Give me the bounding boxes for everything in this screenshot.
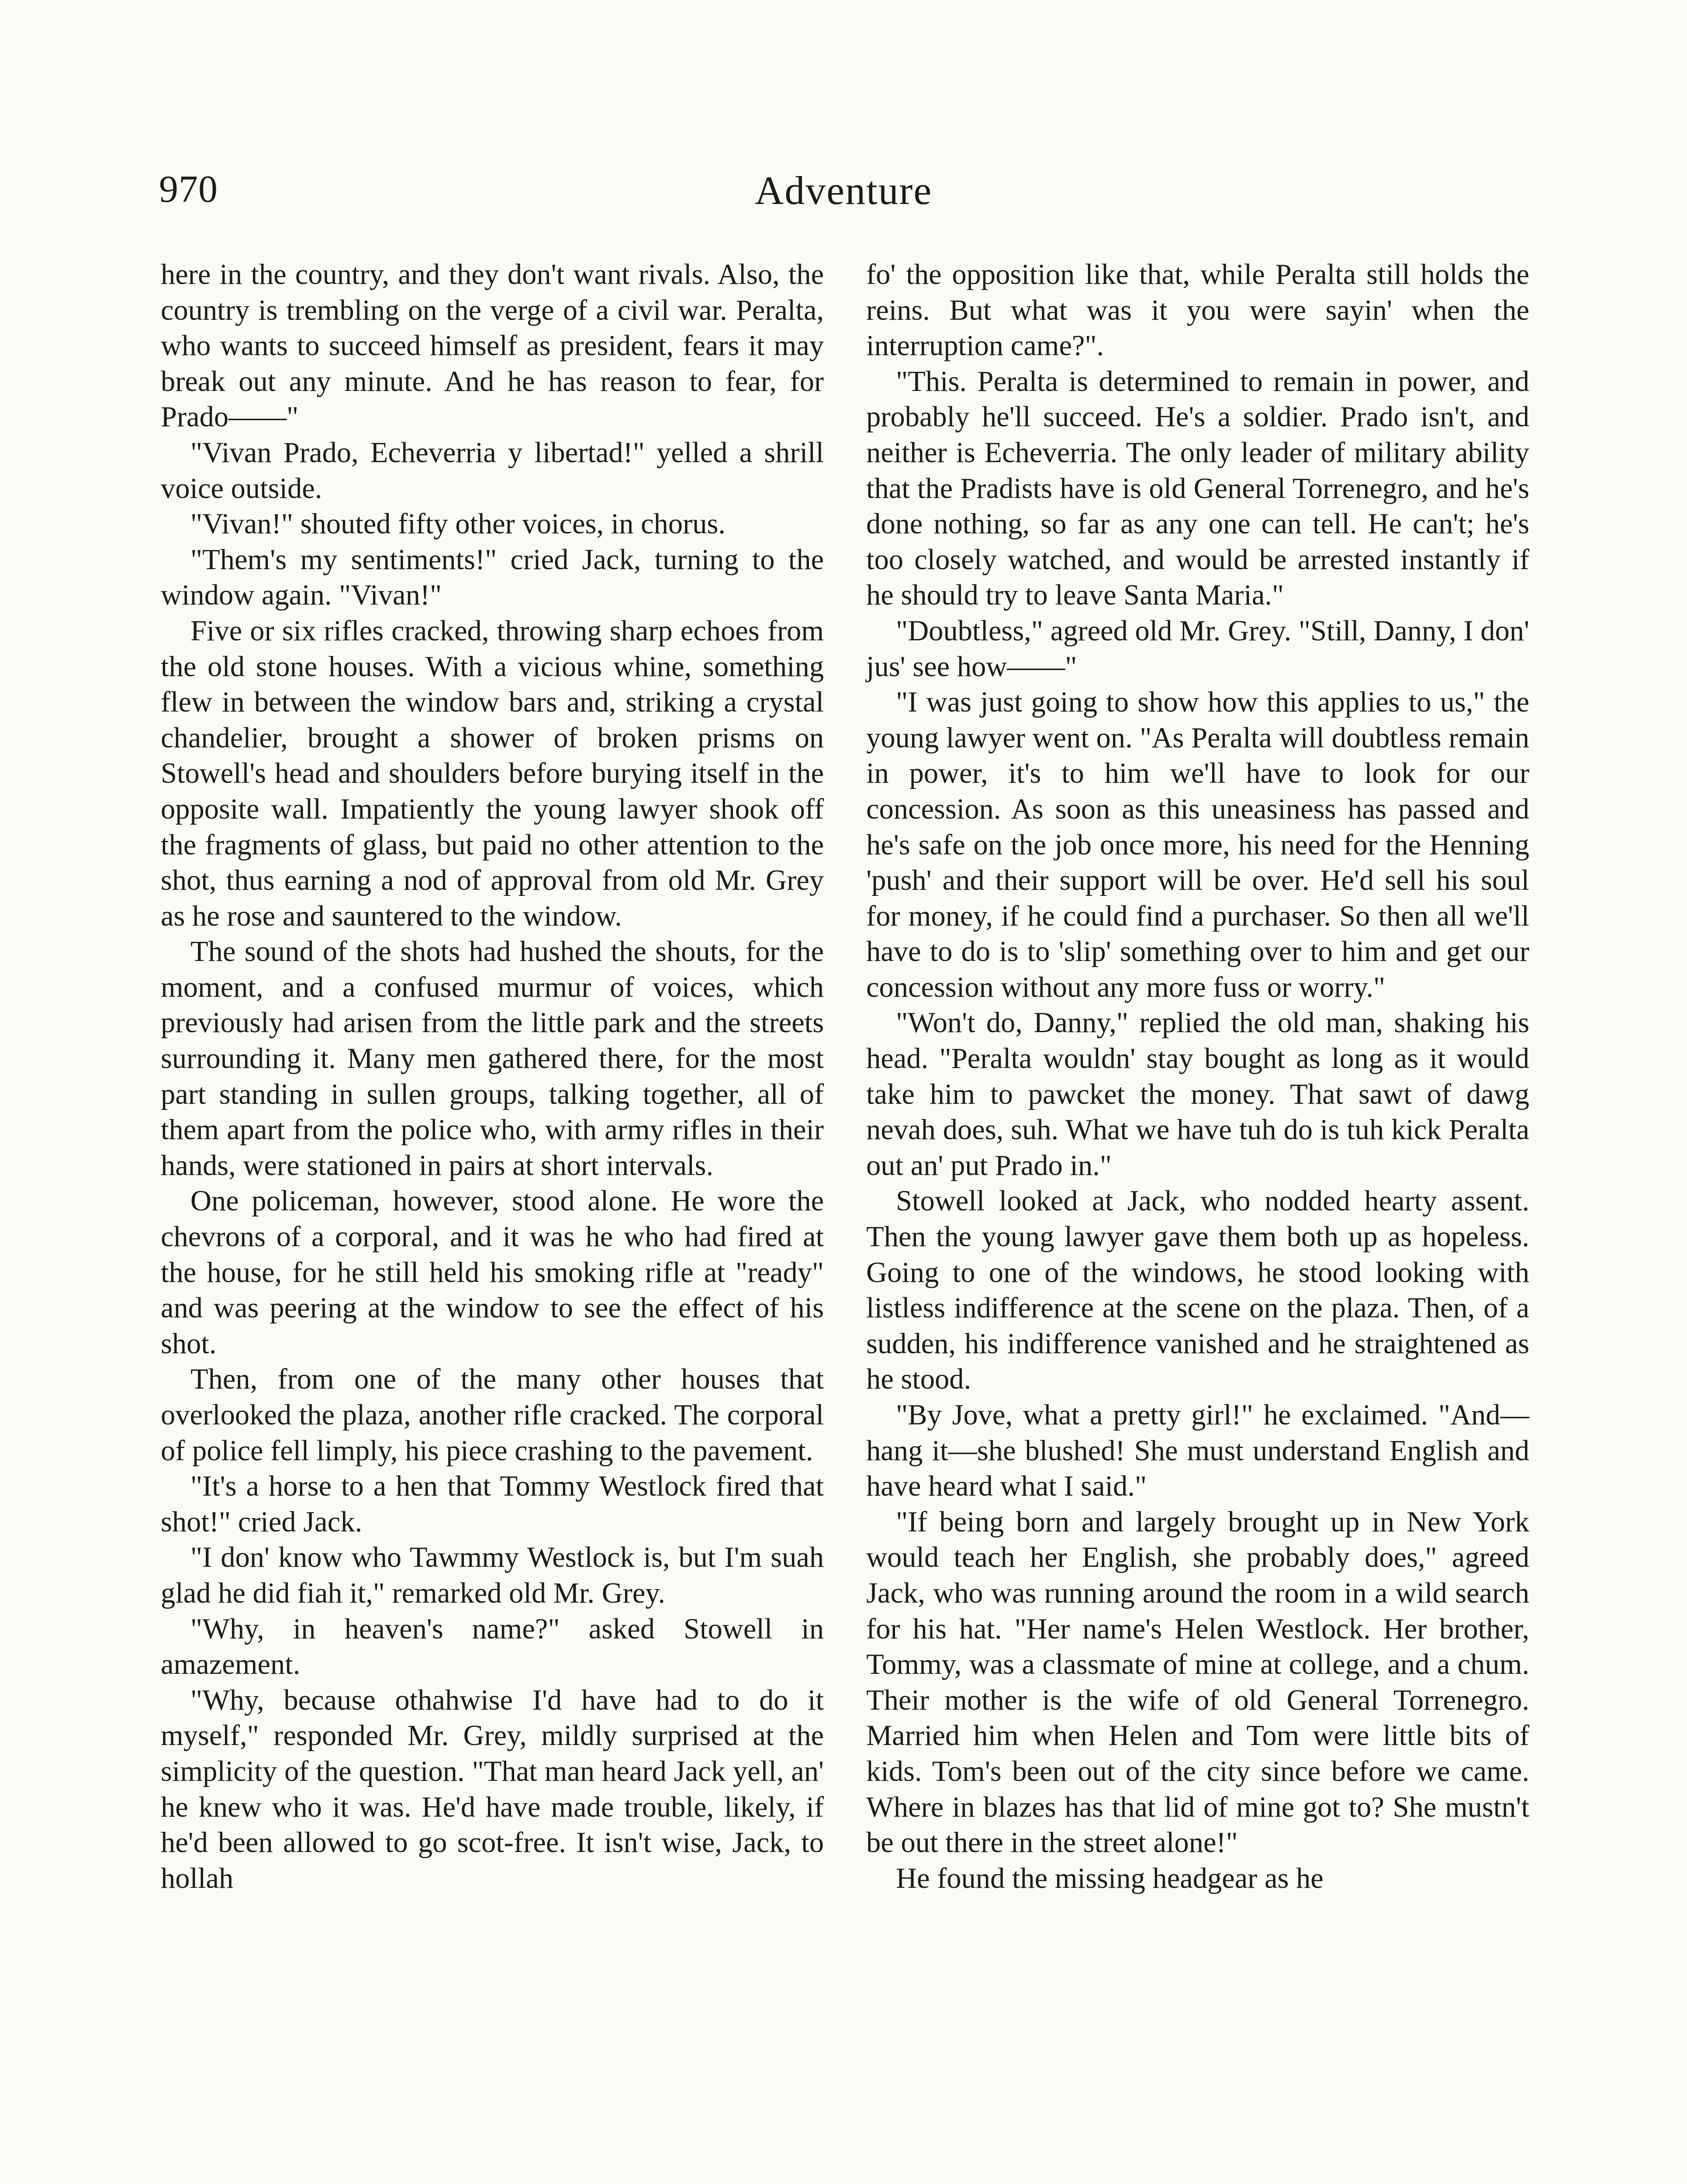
running-head: Adventure <box>754 168 933 213</box>
paragraph: Stowell looked at Jack, who nodded hearty assent. Then the young lawyer gave them both up as hopeless. Going to one of the windows, he stood looking with listless indifference at the scene on the plaza. Then, of a sudden, his indifference vanished and he straightened as he stood. <box>866 1185 1529 1396</box>
paragraph: "It's a horse to a hen that Tommy Westlock fired that shot!" cried Jack. <box>161 1470 824 1538</box>
paragraph: "Vivan Prado, Echeverria y libertad!" yelled a shrill voice outside. <box>161 436 824 505</box>
paragraph: "Them's my sentiments!" cried Jack, turning to the window again. "Vivan!" <box>161 543 824 612</box>
paragraph: The sound of the shots had hushed the shouts, for the moment, and a confused murmur of voices, which previously had arisen from the little park and the streets surrounding it. Many men gathered there, for the most part standing in sullen groups, talking together, all of them apart from the police who, with army rifles in their hands, were stationed in pairs at short intervals. <box>161 936 824 1182</box>
paragraph: "Why, because othahwise I'd have had to do it myself," responded Mr. Grey, mildly surprised at the simplicity of the question. "That man heard Jack yell, an' he knew who it was. He'd have made trouble, likely, if he'd been allowed to go scot-free. It isn't wise, Jack, to hollah <box>161 1684 824 1894</box>
paragraph: "By Jove, what a pretty girl!" he exclaimed. "And—hang it—she blushed! She must understand English and have heard what I said." <box>866 1399 1529 1503</box>
paragraph: fo' the opposition like that, while Peralta still holds the reins. But what was it you were sayin' when the interruption came?". <box>866 259 1529 362</box>
paragraph: Five or six rifles cracked, throwing sharp echoes from the old stone houses. With a vicious whine, something flew in between the window bars and, striking a crystal chandelier, brought a shower of broken prisms on Stowell's head and shoulders before burying itself in the opposite wall. Impatiently the young lawyer shook off the fragments of glass, but paid no other attention to the shot, thus earning a nod of approval from old Mr. Grey as he rose and sauntered to the window. <box>161 615 824 932</box>
paragraph: here in the country, and they don't want rivals. Also, the country is trembling on the verge of a civil war. Peralta, who wants to succeed himself as president, fears it may break out any minute. And he has reason to fear, for Prado——" <box>161 259 824 433</box>
paragraph: "Doubtless," agreed old Mr. Grey. "Still, Danny, I don' jus' see how——" <box>866 615 1529 683</box>
paragraph: "Won't do, Danny," replied the old man, shaking his head. "Peralta wouldn' stay bought as long as it would take him to pawcket the money. That sawt of dawg nevah does, suh. What we have tuh do is tuh kick Peralta out an' put Prado in." <box>866 1007 1529 1182</box>
paragraph: Then, from one of the many other houses that overlooked the plaza, another rifle cracked. The corporal of police fell limply, his piece crashing to the pavement. <box>161 1363 824 1467</box>
right-column <box>866 257 1529 1896</box>
page-number: 970 <box>159 168 218 211</box>
paragraph: "Why, in heaven's name?" asked Stowell in amazement. <box>161 1613 824 1681</box>
paragraph: "Vivan!" shouted fifty other voices, in chorus. <box>190 508 726 540</box>
paragraph: One policeman, however, stood alone. He wore the chevrons of a corporal, and it was he who had fired at the house, for he still held his smoking rifle at "ready" and was peering at the window to see the effect of his shot. <box>161 1185 824 1360</box>
left-column <box>161 257 824 1896</box>
paragraph: He found the missing headgear as he <box>896 1862 1324 1894</box>
paragraph: "I don' know who Tawmmy Westlock is, but I'm suah glad he did fiah it," remarked old Mr. Grey. <box>161 1541 824 1609</box>
paragraph: "If being born and largely brought up in New York would teach her English, she probably does," agreed Jack, who was running around the room in a wild search for his hat. "Her name's Helen Westlock. Her brother, Tommy, was a classmate of mine at college, and a chum. Their mother is the wife of old General Torrenegro. Married him when Helen and Tom were little bits of kids. Tom's been out of the city since before we came. Where in blazes has that lid of mine got to? She mustn't be out there in the street alone!" <box>866 1506 1529 1859</box>
paragraph: "This. Peralta is determined to remain in power, and probably he'll succeed. He's a soldier. Prado isn't, and neither is Echeverria. The only leader of military ability that the Pradists have is old General Torrenegro, and he's done nothing, so far as any one can tell. He can't; he's too closely watched, and would be arrested instantly if he should try to leave Santa Maria." <box>866 365 1529 612</box>
paragraph: "I was just going to show how this applies to us," the young lawyer went on. "As Peralta will doubtless remain in power, it's to him we'll have to look for our concession. As soon as this uneasiness has passed and he's safe on the job once more, his need for the Henning 'push' and their support will be over. He'd sell his soul for money, if he could find a purchaser. So then all we'll have to do is to 'slip' something over to him and get our concession without any more fuss or worry." <box>866 686 1529 1003</box>
